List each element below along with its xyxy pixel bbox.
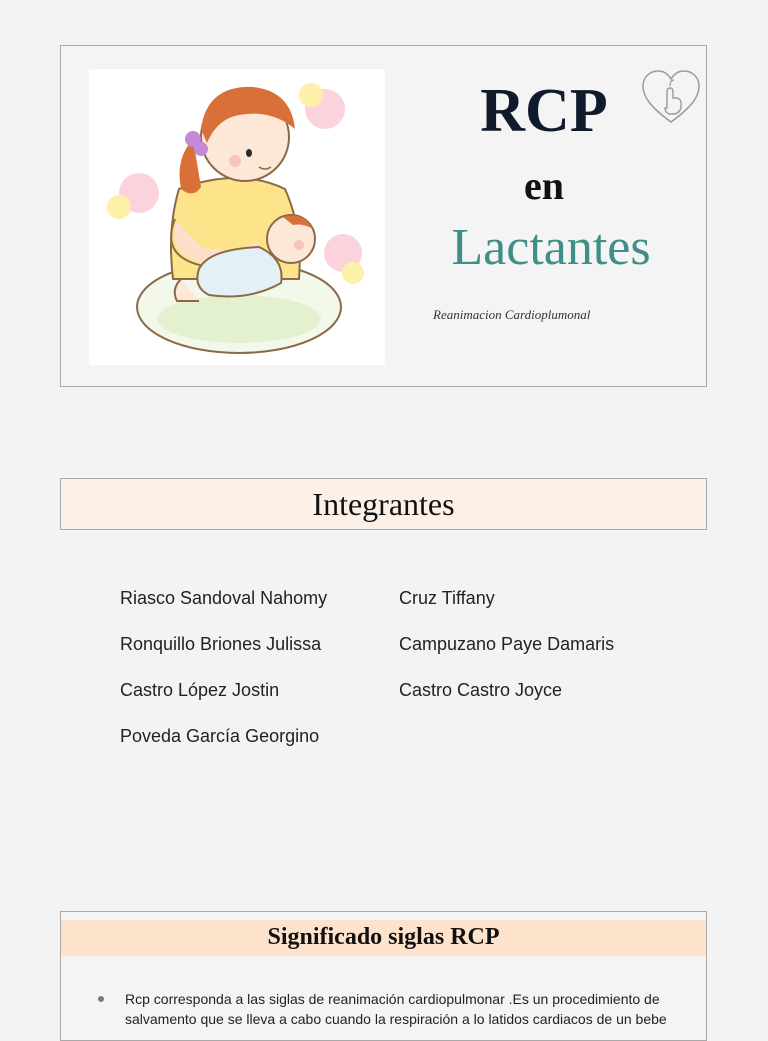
bullet-text: Rcp corresponda a las siglas de reanimación cardiopulmonar .Es un procedimiento de salvamento que se lleva a cabo cuando la respiración a lo latidos cardiacos de un bebe (125, 991, 667, 1027)
member-name: Ronquillo Briones Julissa (120, 634, 322, 654)
member-name: Cruz Tiffany (399, 588, 495, 608)
title-lactantes: Lactantes (451, 219, 651, 276)
significado-heading: Significado siglas RCP (267, 924, 500, 950)
significado-slide (60, 911, 707, 1041)
title-slide (60, 45, 707, 387)
bullet-icon (98, 996, 104, 1002)
member-name: Campuzano Paye Damaris (399, 634, 615, 654)
member-name: Castro López Jostin (120, 680, 280, 700)
members-list (120, 588, 680, 788)
mother-breastfeeding-illustration (89, 69, 385, 365)
integrantes-heading: Integrantes (312, 486, 455, 522)
member-name: Riasco Sandoval Nahomy (120, 588, 328, 608)
member-name: Poveda García Georgino (120, 726, 320, 746)
title-en: en (524, 163, 564, 208)
title-rcp: RCP (480, 77, 608, 145)
subtitle: Reanimacion Cardioplumonal (433, 307, 591, 322)
integrantes-header (60, 478, 707, 530)
member-name: Castro Castro Joyce (399, 680, 563, 700)
